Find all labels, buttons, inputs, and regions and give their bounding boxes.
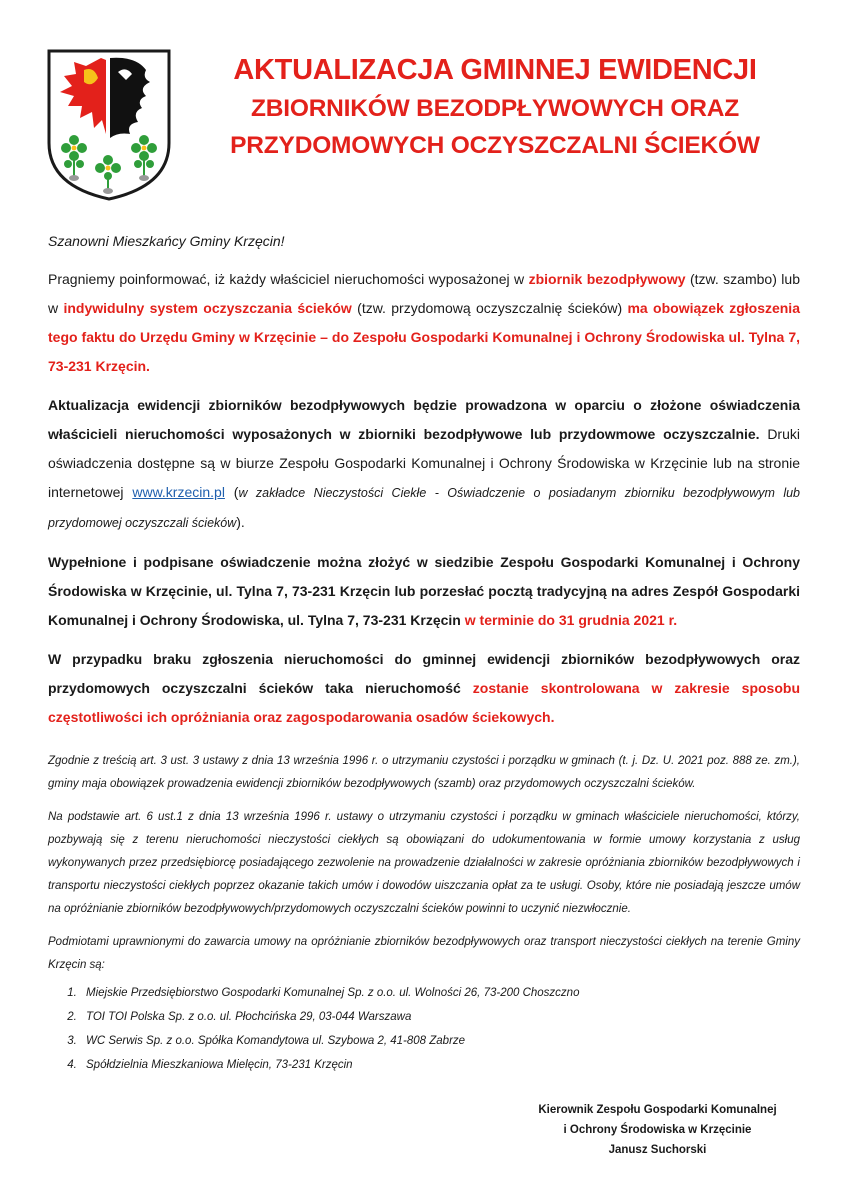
text: (	[224, 484, 239, 500]
signature-block	[480, 1100, 835, 1160]
text: ).	[236, 514, 245, 530]
title-line-3: PRZYDOMOWYCH OCZYSZCZALNI ŚCIEKÓW	[230, 132, 760, 159]
greeting: Szanowni Mieszkańcy Gminy Krzęcin!	[48, 233, 285, 249]
list-item: 1. Miejskie Przedsiębiorstwo Gospodarki Komunalnej Sp. z o.o. ul. Wolności 26, 73-200 Choszczno	[80, 981, 800, 1005]
entities-list	[48, 981, 800, 1077]
paragraph-obligation	[48, 265, 800, 381]
bold-text: W przypadku braku zgłoszenia nieruchomości do gminnej ewidencji zbiorników bezodpływowych oraz przydomowych oczyszczalni ścieków taka nieruchomość	[48, 651, 800, 696]
italic-text: w zakładce Nieczystości Ciekłe - Oświadczenie o posiadanym zbiorniku bezodpływowym lub przydomowej oczyszczali ścieków	[48, 486, 800, 530]
page-title	[185, 50, 805, 164]
legal-note-3: Podmiotami uprawnionymi do zawarcia umowy na opróżnianie zbiorników bezodpływowych oraz transport nieczystości ciekłych na terenie Gminy Krzęcin są:	[48, 936, 800, 971]
text: (tzw. przydomową oczyszczalnię ścieków)	[351, 300, 628, 316]
signature-name: Janusz Suchorski	[608, 1144, 707, 1156]
website-link[interactable]: www.krzecin.pl	[132, 484, 225, 500]
title-line-1: AKTUALIZACJA GMINNEJ EWIDENCJI	[233, 54, 757, 86]
highlight: ma obowiązek zgłoszenia tego faktu do Urzędu Gminy w Krzęcinie – do Zespołu Gospodarki Komunalnej i Ochrony Środowiska ul. Tylna 7, 73-231 Krzęcin.	[48, 300, 800, 374]
text: Druki oświadczenia dostępne są w biurze Zespołu Gospodarki Komunalnej i Ochrony Środowiska w Krzęcinie lub na stronie internetowej	[48, 426, 800, 500]
bold-text: Aktualizacja ewidencji zbiorników bezodpływowych będzie prowadzona w oparciu o złożone oświadczenia właścicieli nieruchomości wyposażonych w zbiorniki bezodpływowe lub przydowmowe oczyszczalnie.	[48, 397, 800, 442]
paragraph-submission	[48, 548, 800, 635]
list-item: 3. WC Serwis Sp. z o.o. Spółka Komandytowa ul. Szybowa 2, 41-808 Zabrze	[80, 1029, 800, 1053]
legal-note-2: Na podstawie art. 6 ust.1 z dnia 13 września 1996 r. ustawy o utrzymaniu czystości i porządku w gminach właściciele nieruchomości, którzy, pozbywają się z terenu nieruchomości nieczystości ciekłych są obowiązani do udokumentowania w formie umowy korzystania z usług wykonywanych przez przedsiębiorcę posiadającego zezwolenie na prowadzenie działalności w zakresie opróżniania zbiorników bezodpływowych i transportu nieczystości ciekłych poprzez okazanie takich umów i dowodów uiszczania opłat za te usługi. Osoby, które nie posiadają jeszcze umów na opróżnianie zbiorników bezodpływowych/przydomowych oczyszczalni ścieków powinni to uczynić niezwłocznie.	[48, 811, 800, 915]
text: (tzw. szambo) lub w	[48, 271, 800, 316]
list-item: 4. Spółdzielnia Mieszkaniowa Mielęcin, 73-231 Krzęcin	[80, 1053, 800, 1077]
highlight: zbiornik bezodpływowy	[528, 271, 686, 287]
text: Pragniemy poinformować, iż każdy właściciel nieruchomości wyposażonej w	[48, 271, 529, 287]
highlight: indywidulny system oczyszczania ścieków	[63, 300, 352, 316]
document-body	[48, 225, 800, 1077]
paragraph-declarations	[48, 391, 800, 538]
coat-of-arms-logo	[46, 48, 172, 202]
paragraph-inspection	[48, 645, 800, 732]
list-item: 2. TOI TOI Polska Sp. z o.o. ul. Płochcińska 29, 03-044 Warszawa	[80, 1005, 800, 1029]
title-line-2: ZBIORNIKÓW BEZODPŁYWOWYCH ORAZ	[250, 95, 740, 122]
deadline: w terminie do 31 grudnia 2021 r.	[464, 612, 678, 628]
highlight: zostanie skontrolowana w zakresie sposobu częstotliwości ich opróżniania oraz zagospodarowania osadów ściekowych.	[48, 680, 800, 725]
bold-text: Wypełnione i podpisane oświadczenie można złożyć w siedzibie Zespołu Gospodarki Komunalnej i Ochrony Środowiska w Krzęcinie, ul. Tylna 7, 73-231 Krzęcin lub porzesłać pocztą tradycyjną na adres Zespół Gospodarki Komunalnej i Ochrony Środowiska, ul. Tylna 7, 73-231 Krzęcin	[48, 554, 800, 628]
signature-line-2: i Ochrony Środowiska w Krzęcinie	[563, 1124, 752, 1136]
legal-note-1: Zgodnie z treścią art. 3 ust. 3 ustawy z dnia 13 września 1996 r. o utrzymaniu czystości i porządku w gminach (t. j. Dz. U. 2021 poz. 888 ze. zm.), gminy maja obowiązek prowadzenia ewidencji zbiorników bezodpływowych (szamb) oraz przydomowych oczyszczalni ścieków.	[48, 755, 800, 790]
signature-line-1: Kierownik Zespołu Gospodarki Komunalnej	[538, 1104, 777, 1116]
